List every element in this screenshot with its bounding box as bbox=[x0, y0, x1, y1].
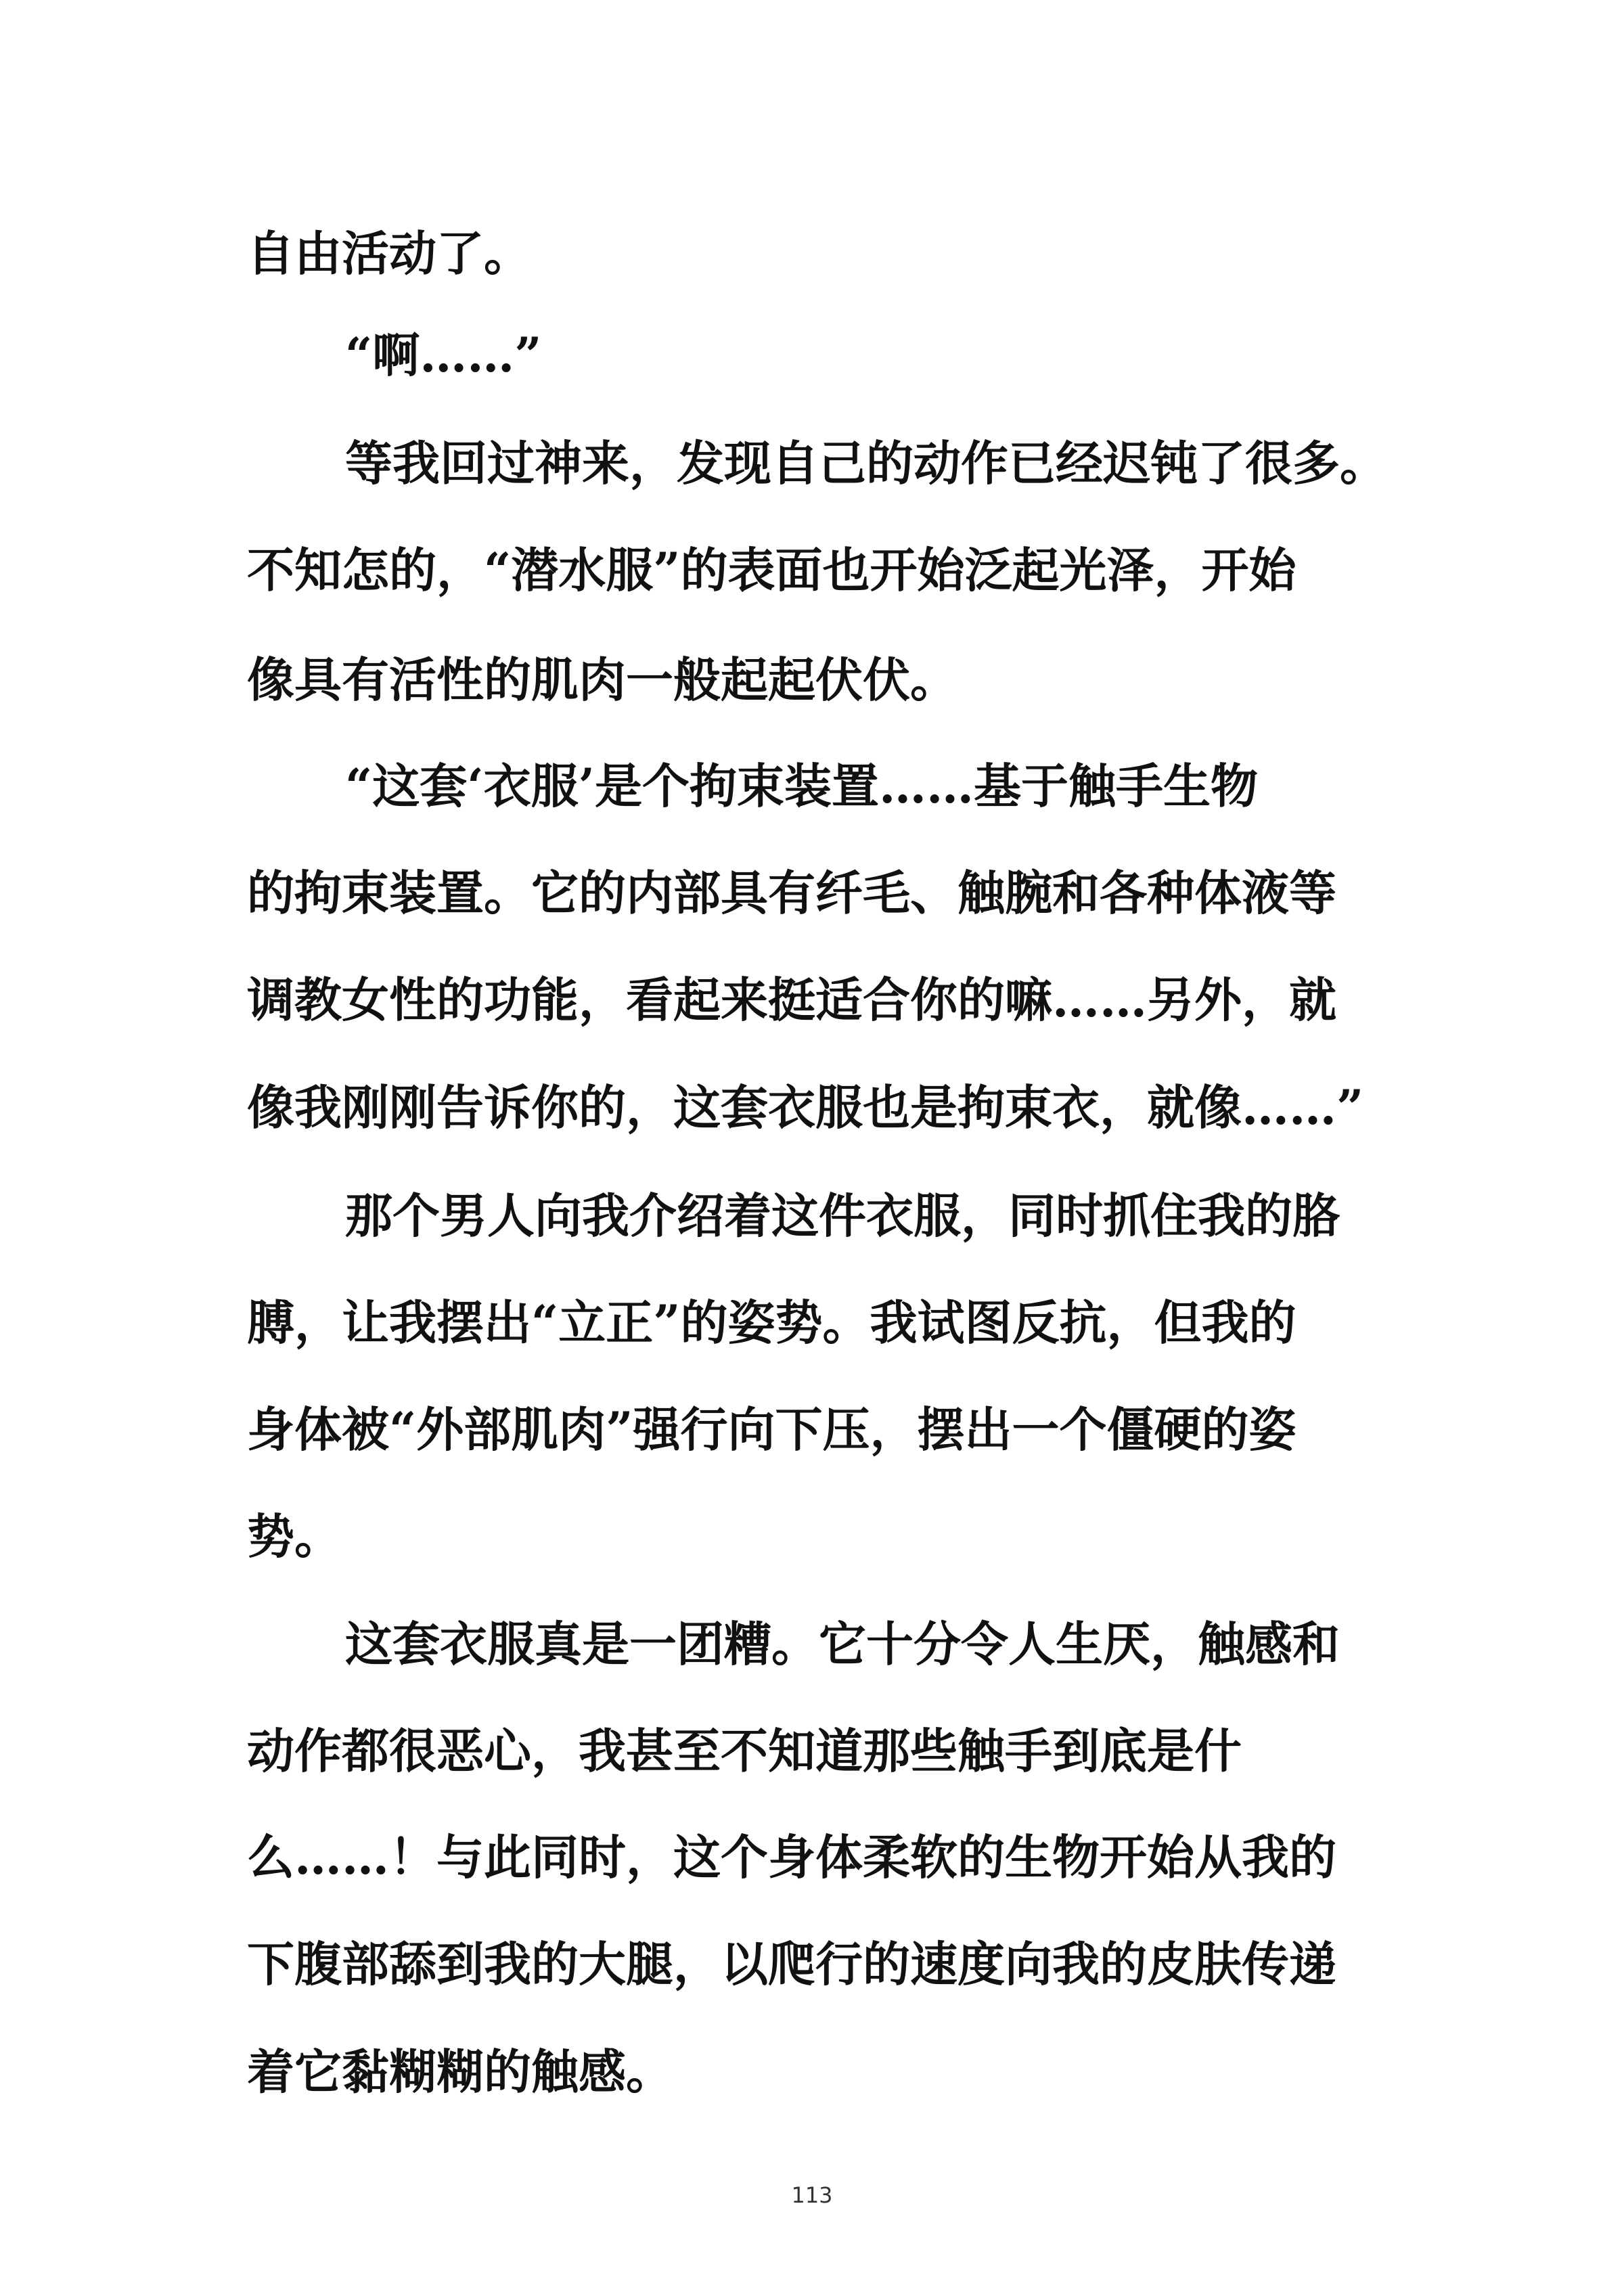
text-line: 调教女性的功能，看起来挺适合你的嘛……另外，就 bbox=[247, 972, 1336, 1028]
text-line: 势。 bbox=[247, 1508, 342, 1565]
text-line: 那个男人向我介绍着这件衣服，同时抓住我的胳 bbox=[345, 1188, 1340, 1244]
text-line: 身体被“外部肌肉”强行向下压，摆出一个僵硬的姿 bbox=[247, 1401, 1296, 1458]
text-line: 这套衣服真是一团糟。它十分令人生厌，触感和 bbox=[345, 1616, 1340, 1672]
text-line: 自由活动了。 bbox=[247, 225, 531, 282]
page-number: 113 bbox=[791, 2182, 833, 2208]
text-line: 的拘束装置。它的内部具有纤毛、触腕和各种体液等 bbox=[247, 865, 1336, 921]
text-line: 动作都很恶心，我甚至不知道那些触手到底是什 bbox=[247, 1723, 1242, 1779]
text-line: 等我回过神来，发现自己的动作已经迟钝了很多。 bbox=[345, 435, 1387, 491]
text-line: 像具有活性的肌肉一般起起伏伏。 bbox=[247, 652, 957, 708]
text-line: 下腹部舔到我的大腿，以爬行的速度向我的皮肤传递 bbox=[247, 1936, 1336, 1992]
text-line: 膊，让我摆出“立正”的姿势。我试图反抗，但我的 bbox=[247, 1295, 1296, 1351]
text-line: 么……！与此同时，这个身体柔软的生物开始从我的 bbox=[247, 1829, 1336, 1885]
text-line: 像我刚刚告诉你的，这套衣服也是拘束衣，就像……” bbox=[247, 1079, 1364, 1135]
text-line: “啊……” bbox=[345, 327, 542, 383]
text-line: “这套‘衣服’是个拘束装置……基于触手生物 bbox=[345, 758, 1259, 814]
text-line: 不知怎的，“潜水服”的表面也开始泛起光泽，开始 bbox=[247, 542, 1296, 598]
text-line: 着它黏糊糊的触感。 bbox=[247, 2044, 673, 2100]
